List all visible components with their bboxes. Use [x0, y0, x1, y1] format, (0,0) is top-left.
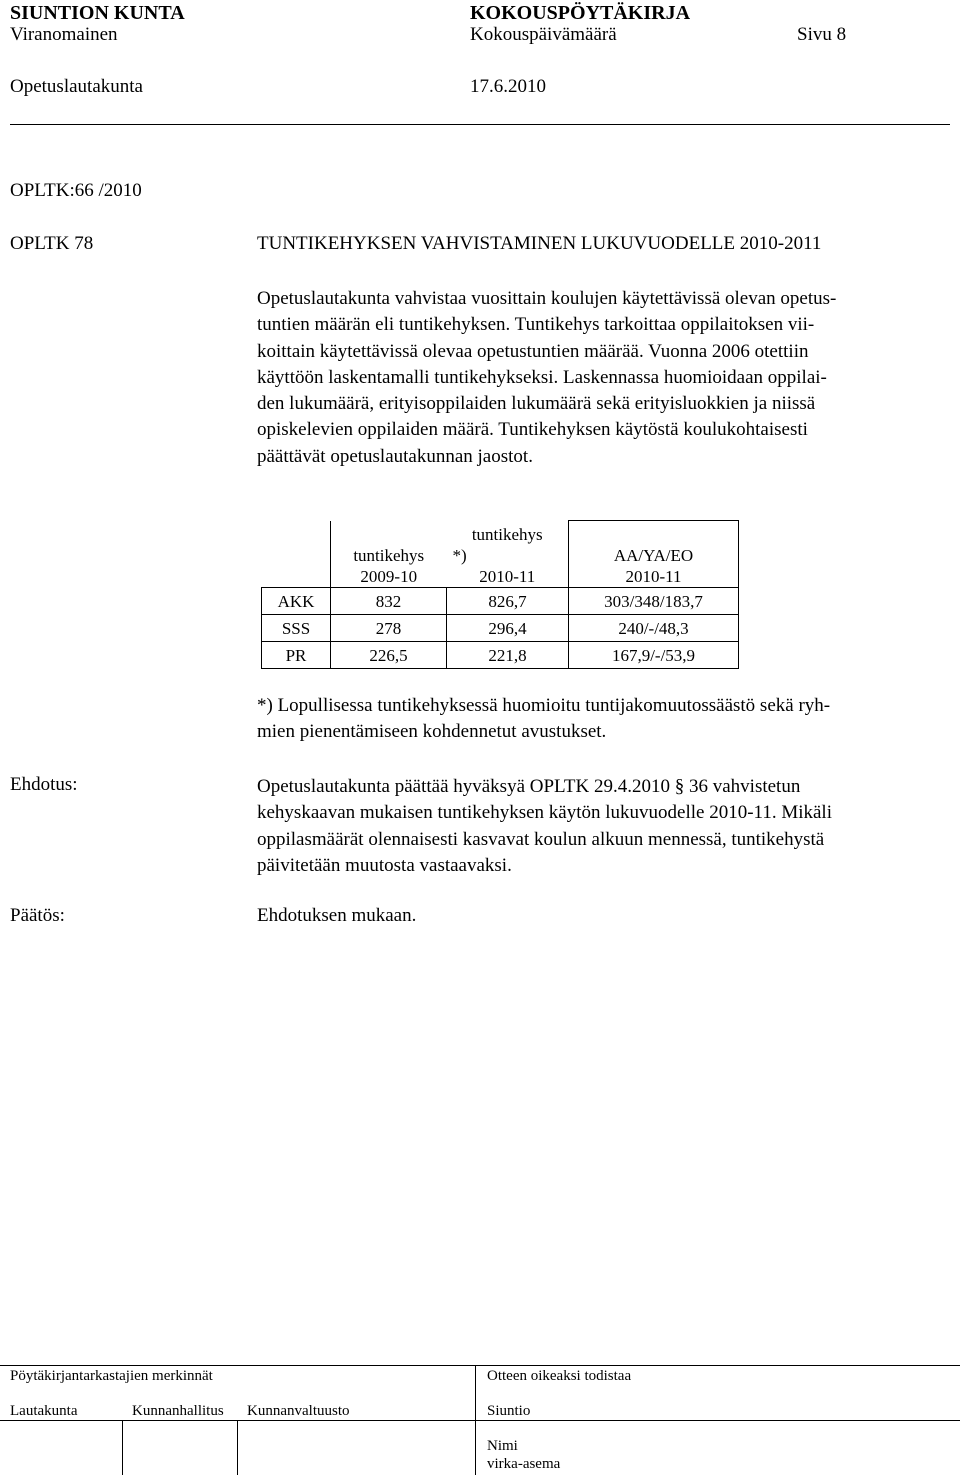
decision-label: Päätös: — [10, 905, 65, 926]
body-line: Opetuslautakunta vahvistaa vuosittain koulujen käytettävissä olevan opetus- — [257, 288, 837, 309]
meeting-date-label: Kokouspäivämäärä — [470, 24, 617, 45]
table-cell: 303/348/183,7 — [569, 588, 739, 615]
table-cell: 226,5 — [331, 642, 447, 669]
body-line: päättävät opetuslautakunnan jaostot. — [257, 445, 533, 467]
body-paragraph — [257, 286, 947, 470]
proposal-text — [257, 774, 947, 879]
authority-name: Opetuslautakunta — [10, 76, 143, 97]
body-line: tuntien määrän eli tuntikehyksen. Tuntikehys tarkoittaa oppilaitoksen vii- — [257, 314, 815, 336]
table-cell: 278 — [331, 615, 447, 642]
proposal-line: päivitetään muutosta vastaavaksi. — [257, 854, 512, 876]
item-title: TUNTIKEHYKSEN VAHVISTAMINEN LUKUVUODELLE 2010-2011 — [257, 233, 822, 254]
footnote-line: mien pienentämiseen kohdennetut avustukset. — [257, 721, 607, 743]
table-row — [262, 615, 739, 642]
body-line: käyttöön laskentamalli tuntikehykseksi. Laskennassa huomioidaan oppilai- — [257, 366, 827, 388]
table-header-2009: tuntikehys 2009-10 — [353, 546, 425, 586]
body-line: den lukumäärä, erityisoppilaiden lukumäärä sekä erityisluokkien ja niissä — [257, 393, 816, 415]
footer-middle-border — [0, 1420, 960, 1421]
decision-text: Ehdotuksen mukaan. — [257, 905, 417, 926]
authority-label: Viranomainen — [10, 24, 118, 45]
header-divider — [10, 124, 950, 125]
page-number: Sivu 8 — [797, 24, 847, 45]
table-header-row — [262, 521, 739, 588]
tuntikehys-table — [261, 520, 739, 669]
footer-col-divider — [122, 1420, 123, 1475]
proposal-line: oppilasmäärät olennaisesti kasvavat koulun alkuun mennessä, tuntikehystä — [257, 828, 825, 850]
table-header-aa-ya-eo: AA/YA/EO 2010-11 — [569, 521, 739, 588]
table-cell: 296,4 — [447, 615, 569, 642]
table-cell: SSS — [262, 615, 331, 642]
table-header-2010: tuntikehys *) 2010-11 — [452, 525, 543, 586]
footer-name-label: Nimi — [487, 1438, 518, 1454]
section-label: OPLTK 78 — [10, 233, 94, 254]
table-footnote — [257, 693, 947, 746]
table-cell: 826,7 — [447, 588, 569, 615]
body-line: opiskelevien oppilaiden määrä. Tuntikehyksen käytöstä koulukohtaisesti — [257, 419, 808, 441]
footnote-line: *) Lopullisessa tuntikehyksessä huomioitu tuntijakomuutossäästö sekä ryh- — [257, 695, 831, 716]
proposal-line: Opetuslautakunta päättää hyväksyä OPLTK 29.4.2010 § 36 vahvistetun — [257, 776, 801, 797]
footer-col-divider — [237, 1420, 238, 1475]
footer-top-border — [0, 1365, 960, 1366]
body-line: koittain käytettävissä olevaa opetustuntien määrää. Vuonna 2006 otettiin — [257, 340, 809, 362]
meeting-date: 17.6.2010 — [470, 76, 546, 97]
table-cell: 240/-/48,3 — [569, 615, 739, 642]
footer-col-kunnanhallitus: Kunnanhallitus — [132, 1403, 224, 1419]
footer-place: Siuntio — [487, 1403, 531, 1419]
table-header-empty — [262, 521, 331, 588]
certified-label: Otteen oikeaksi todistaa — [487, 1368, 632, 1384]
reviewers-label: Pöytäkirjantarkastajien merkinnät — [10, 1368, 213, 1384]
table-cell: AKK — [262, 588, 331, 615]
document-type: KOKOUSPÖYTÄKIRJA — [470, 2, 691, 24]
footer-position-label: virka-asema — [487, 1456, 561, 1472]
proposal-label: Ehdotus: — [10, 774, 78, 795]
table-cell: 167,9/-/53,9 — [569, 642, 739, 669]
footer-col-kunnanvaltuusto: Kunnanvaltuusto — [247, 1403, 350, 1419]
table-cell: 221,8 — [447, 642, 569, 669]
section-id — [10, 233, 93, 255]
org-name: SIUNTION KUNTA — [10, 2, 185, 24]
table-row — [262, 642, 739, 669]
table-row — [262, 588, 739, 615]
footer-col-lautakunta: Lautakunta — [10, 1403, 78, 1419]
proposal-line: kehyskaavan mukaisen tuntikehyksen käytön lukuvuodelle 2010-11. Mikäli — [257, 802, 832, 824]
table-cell: PR — [262, 642, 331, 669]
table-cell: 832 — [331, 588, 447, 615]
item-reference: OPLTK:66 /2010 — [10, 180, 142, 201]
